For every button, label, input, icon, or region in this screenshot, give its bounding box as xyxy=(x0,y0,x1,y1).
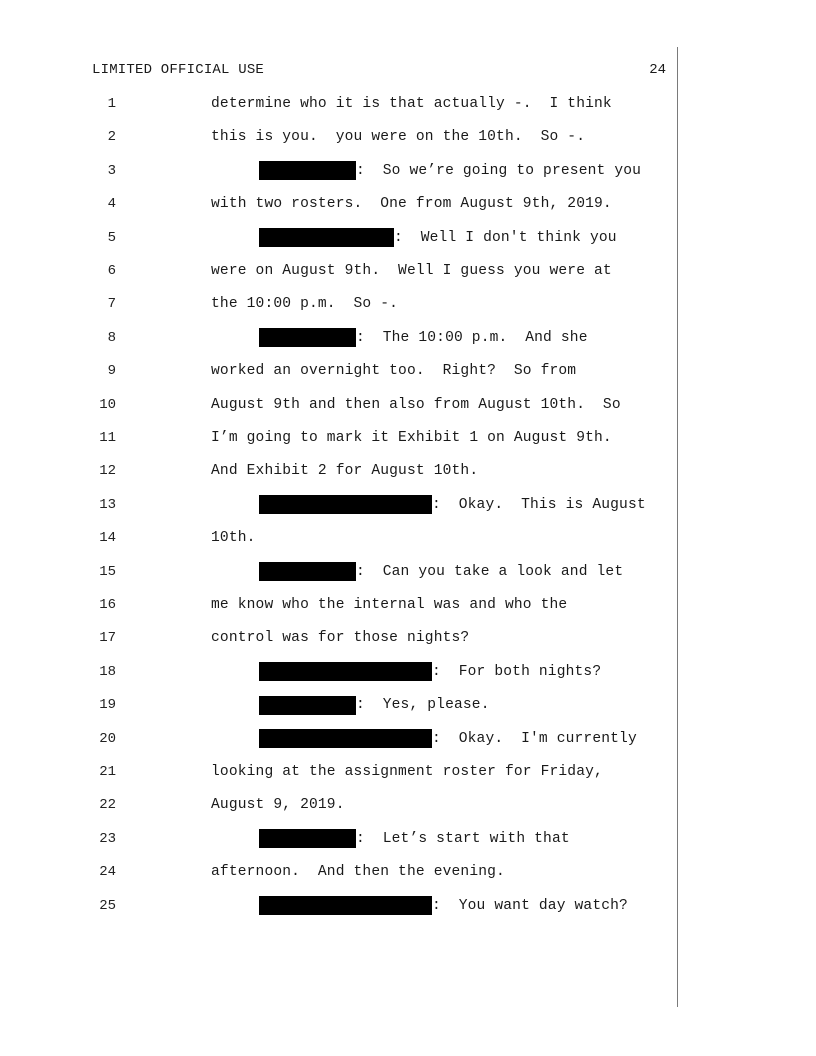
line-text: I’m going to mark it Exhibit 1 on August 9th. xyxy=(211,430,612,446)
line-text: determine who it is that actually -. I think xyxy=(211,96,612,112)
speech-text: : The 10:00 p.m. And she xyxy=(356,329,588,346)
transcript-line xyxy=(0,661,676,683)
right-margin-rule xyxy=(677,47,678,1007)
transcript-line xyxy=(0,360,676,382)
speaker-line xyxy=(259,895,628,917)
line-number: 5 xyxy=(107,229,116,246)
classification-header: LIMITED OFFICIAL USE xyxy=(92,62,265,78)
redacted-speaker-name xyxy=(259,729,432,748)
line-text: worked an overnight too. Right? So from xyxy=(211,363,577,380)
redacted-speaker-name xyxy=(259,662,432,681)
transcript-line xyxy=(0,828,676,850)
line-number: 10 xyxy=(99,396,116,413)
speaker-line xyxy=(259,327,588,349)
transcript-line xyxy=(0,861,676,883)
line-number: 9 xyxy=(107,363,116,380)
speaker-line xyxy=(259,227,617,249)
line-number: 14 xyxy=(99,530,116,547)
transcript-line xyxy=(0,227,676,249)
line-number: 13 xyxy=(99,496,116,513)
page-number: 24 xyxy=(649,62,666,78)
line-number: 7 xyxy=(107,296,116,313)
transcript-line xyxy=(0,594,676,616)
transcript-line xyxy=(0,761,676,783)
redacted-speaker-name xyxy=(259,829,356,848)
transcript-line xyxy=(0,93,676,115)
transcript-line xyxy=(0,627,676,649)
line-text: were on August 9th. Well I guess you were at xyxy=(211,263,612,279)
speech-text: : Let’s start with that xyxy=(356,830,570,847)
speaker-line xyxy=(259,828,570,850)
line-number: 25 xyxy=(99,897,116,914)
line-number: 8 xyxy=(107,329,116,346)
line-number: 21 xyxy=(99,764,116,780)
redacted-speaker-name xyxy=(259,896,432,915)
line-number: 20 xyxy=(99,730,116,747)
line-number: 11 xyxy=(99,430,116,446)
line-text: control was for those nights? xyxy=(211,630,470,647)
line-text: the 10:00 p.m. So -. xyxy=(211,296,399,313)
speaker-line xyxy=(259,561,623,583)
speech-text: : For both nights? xyxy=(432,663,602,680)
line-text: 10th. xyxy=(211,530,256,547)
transcript-line xyxy=(0,527,676,549)
speaker-line xyxy=(259,694,490,716)
redacted-speaker-name xyxy=(259,495,432,514)
line-text: with two rosters. One from August 9th, 2019. xyxy=(211,196,612,213)
line-number: 17 xyxy=(99,630,116,647)
speech-text: : Can you take a look and let xyxy=(356,563,624,580)
transcript-line xyxy=(0,260,676,282)
speech-text: : Okay. I'm currently xyxy=(432,730,637,747)
transcript-line xyxy=(0,460,676,482)
transcript-line xyxy=(0,728,676,750)
speech-text: : Well I don't think you xyxy=(394,229,617,246)
redacted-speaker-name xyxy=(259,328,356,347)
transcript-line xyxy=(0,427,676,449)
transcript-line xyxy=(0,126,676,148)
transcript-line xyxy=(0,494,676,516)
redacted-speaker-name xyxy=(259,562,356,581)
transcript-line xyxy=(0,794,676,816)
line-number: 19 xyxy=(99,697,116,714)
redacted-speaker-name xyxy=(259,161,356,180)
line-text: August 9, 2019. xyxy=(211,797,345,814)
transcript-line xyxy=(0,394,676,416)
speaker-line xyxy=(259,494,646,516)
speech-text: : Yes, please. xyxy=(356,697,490,714)
line-text: looking at the assignment roster for Friday, xyxy=(211,764,603,780)
line-number: 24 xyxy=(99,864,116,881)
line-number: 6 xyxy=(107,263,116,279)
transcript-line xyxy=(0,160,676,182)
speaker-line xyxy=(259,160,641,182)
line-text: me know who the internal was and who the xyxy=(211,597,568,613)
speech-text: : You want day watch? xyxy=(432,897,628,914)
redacted-speaker-name xyxy=(259,228,394,247)
line-number: 16 xyxy=(99,597,116,613)
speech-text: : Okay. This is August xyxy=(432,496,646,513)
transcript-line xyxy=(0,895,676,917)
line-text: afternoon. And then the evening. xyxy=(211,864,505,881)
line-text: this is you. you were on the 10th. So -. xyxy=(211,129,586,146)
line-number: 23 xyxy=(99,830,116,847)
transcript-line xyxy=(0,327,676,349)
speaker-line xyxy=(259,728,637,750)
transcript-line xyxy=(0,694,676,716)
speech-text: : So we’re going to present you xyxy=(356,162,642,179)
redacted-speaker-name xyxy=(259,696,356,715)
transcript-line xyxy=(0,293,676,315)
transcript-line xyxy=(0,561,676,583)
line-number: 3 xyxy=(107,162,116,179)
line-number: 12 xyxy=(99,463,116,480)
line-number: 18 xyxy=(99,663,116,680)
line-number: 15 xyxy=(99,563,116,580)
speaker-line xyxy=(259,661,601,683)
line-number: 2 xyxy=(107,129,116,146)
line-number: 4 xyxy=(107,196,116,213)
transcript-line xyxy=(0,193,676,215)
line-number: 1 xyxy=(107,96,116,112)
line-number: 22 xyxy=(99,797,116,814)
line-text: August 9th and then also from August 10th. So xyxy=(211,396,621,413)
line-text: And Exhibit 2 for August 10th. xyxy=(211,463,479,480)
